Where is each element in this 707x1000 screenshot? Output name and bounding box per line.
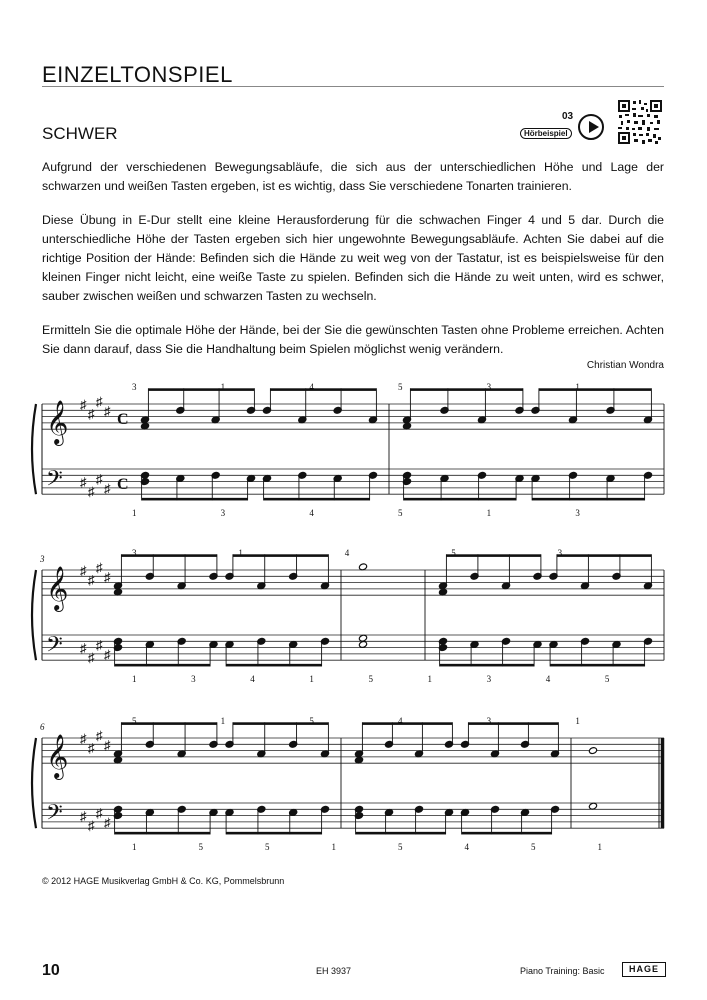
fingering-label: 5 [398, 842, 403, 853]
fingering-label: 1 [238, 548, 243, 558]
time-signature: C [117, 410, 129, 428]
fingering-label: 5 [198, 842, 203, 853]
treble-clef-icon: 𝄞 [46, 402, 69, 445]
paragraph: Ermitteln Sie die optimale Höhe der Hände, bei der Sie die gewünschten Tasten ohne Probleme erreichen. Achten Sie dann darauf, dass Sie die Handhaltung beim Spielen möglichst wenig verändern. [42, 323, 664, 356]
fingering-label: 1 [597, 842, 602, 853]
treble-clef-icon: 𝄞 [46, 736, 69, 779]
note-beam [557, 554, 652, 557]
key-signature-sharp: ♯ [96, 805, 103, 821]
chapter-title: EINZELTONSPIEL [42, 62, 233, 87]
section-title: SCHWER [42, 124, 118, 143]
fingering-label: 5 [451, 548, 456, 558]
note-beam [233, 554, 329, 557]
note-beam [270, 388, 376, 391]
key-signature-sharp: ♯ [80, 397, 87, 412]
fingering-label: 3 [132, 382, 137, 392]
note-beam [550, 664, 645, 667]
note-beam [226, 832, 322, 835]
brace [32, 738, 36, 828]
key-signature-sharp: ♯ [80, 474, 87, 490]
fingering-label: 3 [486, 716, 492, 726]
key-signature-sharp: ♯ [88, 650, 95, 666]
note-beam [404, 498, 516, 501]
catalog-code: EH 3937 [316, 966, 352, 976]
fingering-label: 4 [398, 716, 403, 726]
key-signature-sharp: ♯ [104, 737, 111, 753]
publisher-logo: HAGE [622, 962, 666, 977]
note-beam [468, 722, 558, 725]
fingering-label: 3 [557, 548, 563, 558]
key-signature-sharp: ♯ [104, 646, 111, 662]
author-credit: Christian Wondra [586, 360, 664, 371]
key-signature-sharp: ♯ [88, 484, 95, 500]
note-beam [226, 664, 322, 667]
fingering-label: 1 [220, 716, 226, 726]
key-signature-sharp: ♯ [96, 727, 103, 743]
copyright: © 2012 HAGE Musikverlag GmbH & Co. KG, Pommelsbrunn [42, 876, 285, 886]
note-beam [539, 388, 652, 391]
brace [32, 404, 36, 494]
fingering-label: 1 [309, 674, 314, 685]
key-signature-sharp: ♯ [104, 814, 111, 830]
key-signature-sharp: ♯ [96, 637, 103, 653]
fingering-label: 1 [132, 842, 137, 853]
page-number: 10 [42, 962, 60, 979]
key-signature-sharp: ♯ [80, 808, 87, 824]
key-signature-sharp: ♯ [104, 480, 111, 496]
fingering-label: 3 [486, 382, 492, 392]
fingering-label: 5 [309, 716, 314, 726]
fingering-label: 4 [464, 842, 469, 853]
note-beam [115, 832, 211, 835]
treble-clef-icon: 𝄞 [46, 568, 69, 611]
fingering-label: 3 [191, 674, 196, 685]
fingering-label: 4 [545, 674, 551, 685]
note-beam [142, 498, 248, 501]
fingering-label: 1 [486, 508, 492, 519]
fingering-label: 1 [427, 674, 433, 685]
key-signature-sharp: ♯ [104, 569, 111, 585]
fingering-label: 4 [309, 382, 314, 392]
measure-number: 6 [40, 722, 45, 732]
fingering-label: 1 [575, 716, 580, 726]
note-beam [410, 388, 523, 391]
note-beam [446, 554, 541, 557]
fingering-label: 1 [575, 382, 580, 392]
key-signature-sharp: ♯ [104, 403, 111, 419]
fingering-label: 5 [265, 842, 270, 853]
audio-track-number: 03 [562, 111, 574, 122]
key-signature-sharp: ♯ [88, 818, 95, 834]
note-beam [462, 832, 552, 835]
fingering-label: 5 [368, 674, 373, 685]
fingering-label: 4 [344, 548, 350, 558]
fingering-label: 3 [575, 508, 580, 519]
key-signature-sharp: ♯ [88, 406, 95, 422]
fingering-label: 1 [132, 674, 137, 685]
key-signature-sharp: ♯ [96, 393, 103, 409]
key-signature-sharp: ♯ [80, 563, 87, 578]
key-signature-sharp: ♯ [80, 640, 87, 656]
note-beam [356, 832, 446, 835]
paragraph: Diese Übung in E-Dur stellt eine kleine Herausforderung für die schwachen Finger 4 und 5 dar. Durch die unterschiedliche Höhe der Tasten ergeben sich hier ungewohnte Bewegungsabläufe. Achten Sie dabei auf die richtige Position der Hände: Befinden sich die Hände zu weit weg von der Tastatur, ist es beispielsweise für den kleinen Finger nicht leicht, eine weiße Taste zu spielen. Befinden sich die Hände zu weit unten, wird es schwer, sauber zwischen weißen und schwarzen Tasten zu wechseln. [42, 213, 664, 303]
bass-clef-icon: 𝄢 [46, 800, 63, 830]
series-title: Piano Training: Basic [520, 966, 605, 976]
key-signature-sharp: ♯ [88, 572, 95, 588]
fingering-label: 5 [398, 382, 403, 392]
fingering-label: 5 [604, 674, 610, 685]
fingering-label: 1 [331, 842, 336, 853]
note-beam [115, 664, 211, 667]
note-beam [532, 498, 645, 501]
bass-clef-icon: 𝄢 [46, 632, 63, 662]
audio-label: Hörbeispiel [520, 128, 572, 139]
bass-clef-icon: 𝄢 [46, 466, 63, 496]
measure-number: 3 [40, 554, 45, 564]
fingering-label: 3 [132, 548, 137, 558]
key-signature-sharp: ♯ [96, 471, 103, 487]
fingering-label: 5 [398, 508, 403, 519]
fingering-label: 4 [309, 508, 314, 519]
fingering-label: 3 [486, 674, 492, 685]
key-signature-sharp: ♯ [96, 559, 103, 575]
key-signature-sharp: ♯ [88, 740, 95, 756]
note-beam [233, 722, 329, 725]
note-beam [264, 498, 370, 501]
fingering-label: 3 [220, 508, 226, 519]
fingering-label: 1 [132, 508, 137, 519]
note-beam [362, 722, 452, 725]
note-head [588, 747, 597, 755]
fingering-label: 4 [250, 674, 255, 685]
key-signature-sharp: ♯ [80, 731, 87, 746]
fingering-label: 5 [531, 842, 536, 853]
fingering-label: 1 [220, 382, 226, 392]
paragraph: Aufgrund der verschiedenen Bewegungsabläufe, die sich aus der unterschiedlichen Höhe und Lage der schwarzen und weißen Tasten ergeben, ist es wichtig, dass Sie verschiedene Tonarten trainieren. [42, 160, 664, 193]
time-signature: C [117, 475, 129, 493]
brace [32, 570, 36, 660]
note-beam [440, 664, 534, 667]
note-beam [148, 388, 254, 391]
fingering-label: 5 [132, 716, 137, 726]
